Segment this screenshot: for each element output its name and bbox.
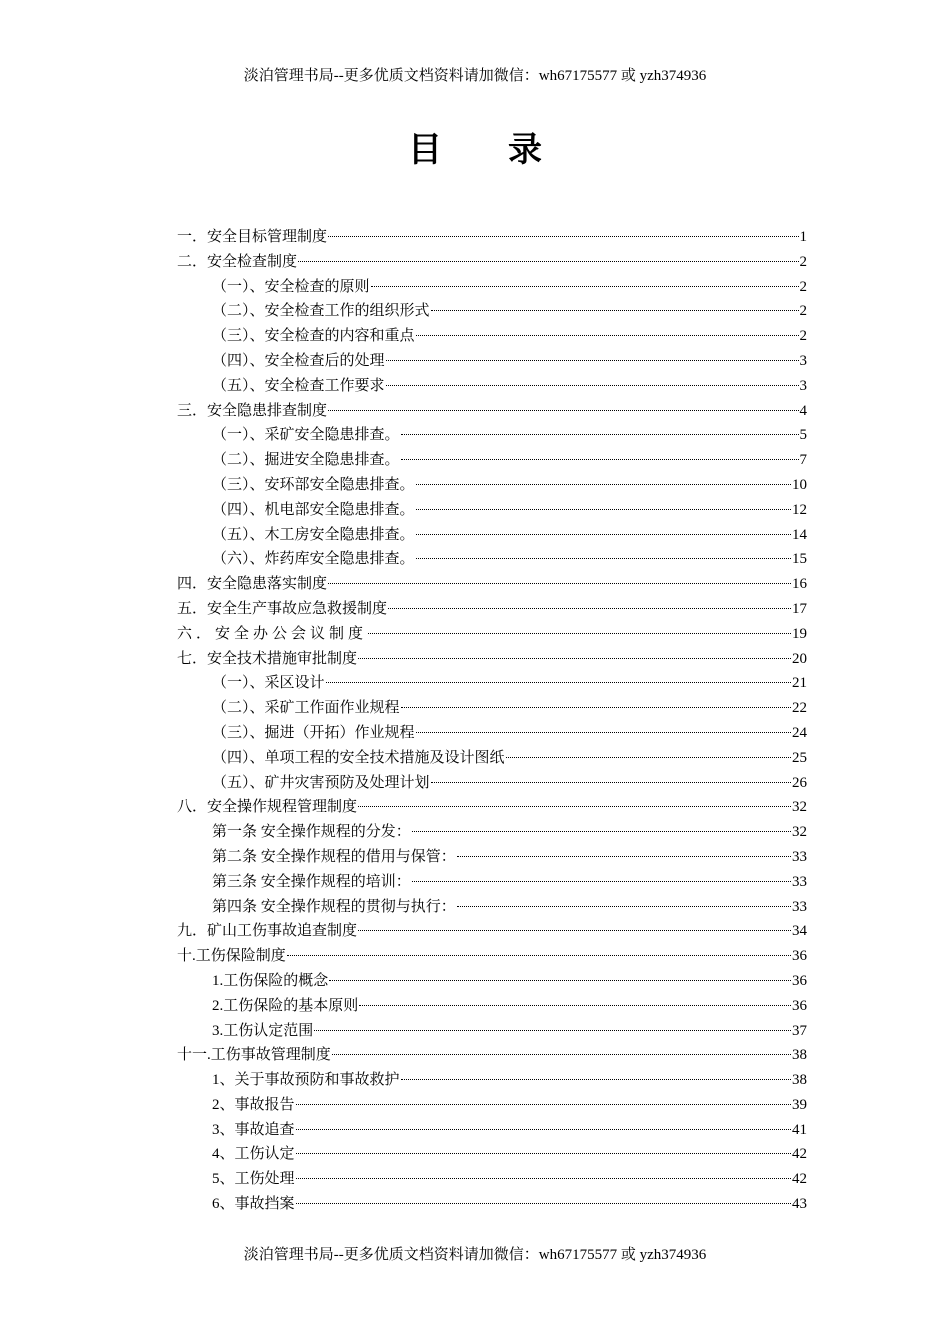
toc-leader-dots [416,335,799,336]
toc-entry[interactable] [177,523,807,548]
toc-entry-title: （一）、采矿安全隐患排查。 [212,427,400,444]
toc-entry-title: （六）、炸药库安全隐患排查。 [212,551,415,568]
toc-leader-dots [431,782,791,783]
toc-entry-page-number: 14 [792,526,807,543]
toc-leader-dots [296,1203,791,1204]
toc-entry-title: 1、关于事故预防和事故救护 [212,1072,400,1089]
toc-entry-page-number: 2 [799,328,807,345]
toc-entry-page-number: 36 [792,997,807,1014]
toc-entry-page-number: 15 [792,551,807,568]
toc-entry[interactable] [177,1093,807,1118]
toc-entry-title: （四）、单项工程的安全技术措施及设计图纸 [212,749,505,766]
toc-entry-page-number: 2 [799,278,807,295]
toc-entry[interactable] [177,845,807,870]
toc-entry-title: （一）、安全检查的原则 [212,278,370,295]
toc-entry-page-number: 7 [799,452,807,469]
toc-entry-title: （二）、采矿工作面作业规程 [212,700,400,717]
toc-entry-title: （四）、安全检查后的处理 [212,352,385,369]
toc-leader-dots [332,1054,791,1055]
toc-leader-dots [328,583,791,584]
toc-entry-page-number: 43 [792,1196,807,1213]
toc-entry-page-number: 24 [792,724,807,741]
toc-entry[interactable] [177,498,807,523]
toc-entry-page-number: 10 [792,476,807,493]
toc-entry-title: 二．安全检查制度 [177,253,298,270]
toc-leader-dots [329,980,791,981]
toc-entry-title: （二）、掘进安全隐患排查。 [212,452,400,469]
toc-entry[interactable] [177,622,807,647]
toc-leader-dots [416,534,791,535]
toc-entry-title: 五．安全生产事故应急救援制度 [177,600,388,617]
toc-entry-title: 2、事故报告 [212,1096,295,1113]
toc-entry-page-number: 36 [792,948,807,965]
toc-entry-title: 2.工伤保险的基本原则 [212,997,359,1014]
toc-entry[interactable] [177,1118,807,1143]
toc-entry[interactable] [177,349,807,374]
toc-entry-page-number: 26 [792,774,807,791]
toc-leader-dots [386,360,799,361]
toc-entry[interactable] [177,572,807,597]
toc-entry[interactable] [177,944,807,969]
toc-leader-dots [296,1153,791,1154]
toc-entry[interactable] [177,721,807,746]
toc-leader-dots [296,1178,791,1179]
toc-entry-page-number: 22 [792,700,807,717]
toc-entry-title: 6、事故挡案 [212,1196,295,1213]
toc-entry-title: 5、工伤处理 [212,1171,295,1188]
toc-entry-title: （三）、安环部安全隐患排查。 [212,476,415,493]
toc-entry[interactable] [177,299,807,324]
toc-leader-dots [401,707,791,708]
toc-entry-title: 4、工伤认定 [212,1146,295,1163]
toc-entry-title: 三．安全隐患排查制度 [177,402,328,419]
toc-entry-page-number: 21 [792,675,807,692]
toc-leader-dots [359,1005,791,1006]
toc-entry-title: 九．矿山工伤事故追查制度 [177,923,358,940]
toc-entry-title: 3、事故追查 [212,1121,295,1138]
toc-entry-page-number: 25 [792,749,807,766]
toc-entry[interactable] [177,1019,807,1044]
toc-leader-dots [358,930,791,931]
toc-leader-dots [296,1129,791,1130]
toc-leader-dots [358,806,791,807]
toc-entry-title: 第一条 安全操作规程的分发： [212,824,411,841]
toc-entry-title: 十一.工伤事故管理制度 [177,1047,331,1064]
toc-entry-page-number: 20 [792,650,807,667]
toc-entry-page-number: 33 [792,848,807,865]
toc-entry[interactable] [177,324,807,349]
toc-entry-page-number: 2 [799,253,807,270]
toc-entry[interactable] [177,1167,807,1192]
toc-entry-page-number: 4 [799,402,807,419]
toc-leader-dots [457,906,791,907]
toc-entry-title: 四．安全隐患落实制度 [177,576,328,593]
toc-entry-page-number: 12 [792,501,807,518]
toc-entry[interactable] [177,399,807,424]
toc-leader-dots [401,434,799,435]
toc-entry[interactable] [177,597,807,622]
toc-entry-page-number: 33 [792,898,807,915]
toc-entry-page-number: 33 [792,873,807,890]
toc-leader-dots [358,658,791,659]
toc-entry-page-number: 5 [799,427,807,444]
toc-entry-page-number: 42 [792,1146,807,1163]
toc-leader-dots [401,1079,791,1080]
toc-entry[interactable] [177,374,807,399]
toc-leader-dots [328,236,798,237]
toc-entry-page-number: 16 [792,576,807,593]
toc-entry[interactable] [177,746,807,771]
toc-leader-dots [431,310,799,311]
toc-entry-title: 1.工伤保险的概念 [212,972,329,989]
toc-entry-title: 第四条 安全操作规程的贯彻与执行： [212,898,456,915]
toc-entry-title: 3.工伤认定范围 [212,1022,314,1039]
toc-entry-title: 第三条 安全操作规程的培训： [212,873,411,890]
toc-leader-dots [412,881,791,882]
toc-entry[interactable] [177,820,807,845]
toc-leader-dots [416,509,791,510]
toc-leader-dots [412,831,791,832]
toc-entry[interactable] [177,250,807,275]
toc-leader-dots [371,286,799,287]
toc-entry-page-number: 39 [792,1096,807,1113]
toc-leader-dots [506,757,791,758]
toc-entry[interactable] [177,647,807,672]
toc-entry-page-number: 19 [792,625,807,642]
toc-entry[interactable] [177,423,807,448]
toc-entry[interactable] [177,1068,807,1093]
toc-entry-page-number: 3 [799,352,807,369]
toc-entry[interactable] [177,771,807,796]
toc-leader-dots [416,558,791,559]
toc-entry-title: 七．安全技术措施审批制度 [177,650,358,667]
toc-entry-page-number: 3 [799,377,807,394]
table-of-contents [177,225,807,1217]
toc-entry-page-number: 36 [792,972,807,989]
toc-entry-title: （一）、采区设计 [212,675,325,692]
toc-entry[interactable] [177,275,807,300]
toc-leader-dots [314,1030,791,1031]
page-title: 目录 [408,130,608,170]
toc-entry-page-number: 42 [792,1171,807,1188]
toc-entry-page-number: 37 [792,1022,807,1039]
toc-entry[interactable] [177,1142,807,1167]
toc-entry[interactable] [177,895,807,920]
toc-entry[interactable] [177,696,807,721]
toc-entry[interactable] [177,1192,807,1217]
toc-entry[interactable] [177,919,807,944]
toc-entry[interactable] [177,969,807,994]
toc-entry-title: 第二条 安全操作规程的借用与保管： [212,848,456,865]
toc-entry-title: （五）、矿井灾害预防及处理计划 [212,774,430,791]
toc-entry-page-number: 17 [792,600,807,617]
toc-entry-title: （三）、掘进（开拓）作业规程 [212,724,415,741]
toc-leader-dots [298,261,798,262]
toc-entry-page-number: 32 [792,824,807,841]
toc-entry-title: 十.工伤保险制度 [177,948,286,965]
toc-entry[interactable] [177,870,807,895]
toc-entry[interactable] [177,547,807,572]
toc-entry-page-number: 38 [792,1047,807,1064]
toc-leader-dots [457,856,791,857]
toc-entry-title: 八．安全操作规程管理制度 [177,799,358,816]
toc-leader-dots [388,608,791,609]
toc-entry-page-number: 34 [792,923,807,940]
toc-entry[interactable] [177,225,807,250]
toc-entry[interactable] [177,448,807,473]
page-header: 淡泊管理书局--更多优质文档资料请加微信：wh67175577 或 yzh374936 [243,68,707,84]
toc-entry-title: （四）、机电部安全隐患排查。 [212,501,415,518]
toc-entry-page-number: 41 [792,1121,807,1138]
toc-leader-dots [368,633,791,634]
toc-entry[interactable] [177,994,807,1019]
toc-entry[interactable] [177,473,807,498]
toc-leader-dots [326,682,791,683]
toc-entry[interactable] [177,671,807,696]
toc-leader-dots [386,385,799,386]
toc-entry-title: 一．安全目标管理制度 [177,229,328,245]
toc-leader-dots [416,484,791,485]
toc-entry-title: （五）、木工房安全隐患排查。 [212,526,415,543]
toc-entry-page-number: 38 [792,1072,807,1089]
toc-entry-title: （三）、安全检查的内容和重点 [212,328,415,345]
toc-entry[interactable] [177,1043,807,1068]
toc-leader-dots [401,459,799,460]
toc-entry-title: 六．安全办公会议制度 [177,625,368,642]
toc-entry-page-number: 2 [799,303,807,320]
toc-leader-dots [328,410,798,411]
toc-entry-title: （五）、安全检查工作要求 [212,377,385,394]
toc-entry-title: （二）、安全检查工作的组织形式 [212,303,430,320]
toc-leader-dots [296,1104,791,1105]
toc-entry-page-number: 32 [792,799,807,816]
page-footer: 淡泊管理书局--更多优质文档资料请加微信：wh67175577 或 yzh374936 [243,1247,707,1263]
toc-leader-dots [416,732,791,733]
toc-leader-dots [287,955,791,956]
toc-entry[interactable] [177,795,807,820]
toc-entry-page-number: 1 [799,229,807,245]
